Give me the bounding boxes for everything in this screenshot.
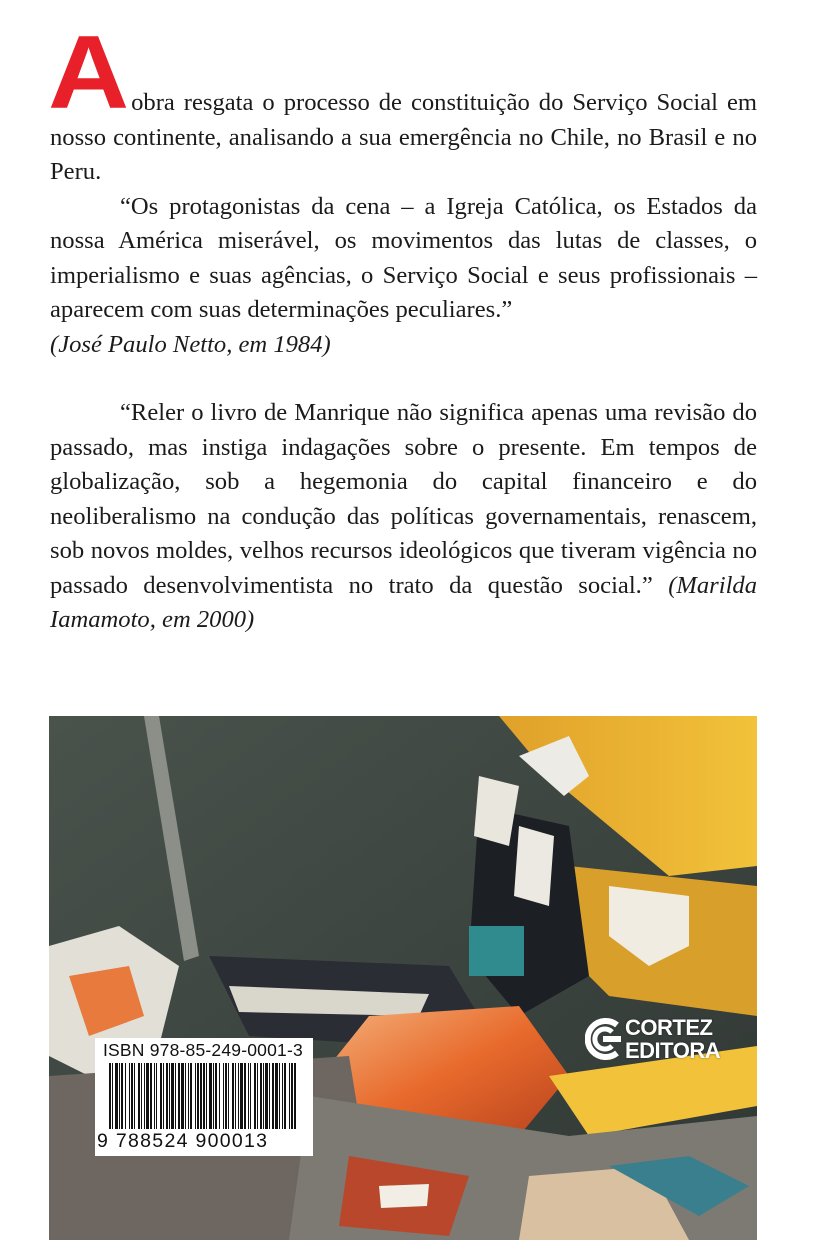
barcode-bar [275,1063,278,1129]
barcode-bar [109,1063,111,1129]
barcode-bar [250,1063,251,1129]
barcode-bar [223,1063,224,1129]
drop-cap: A [48,15,127,131]
drop-cap-spacer [50,34,757,86]
barcode-bar [254,1063,256,1129]
barcode-bar [169,1063,170,1129]
barcode-bar [279,1063,280,1129]
barcode-bar [200,1063,202,1129]
barcode-bar [289,1063,290,1129]
barcode-bar [225,1063,227,1129]
barcode-bar [156,1063,157,1129]
isbn-label: ISBN 978-85-249-0001-3 [103,1040,303,1060]
barcode-bar [160,1063,162,1129]
barcode-bar [185,1063,186,1129]
barcode-bar [112,1063,113,1129]
barcode-bar [115,1063,118,1129]
quote-iamamoto [50,396,757,638]
barcode-bar [206,1063,207,1129]
barcode-bar [144,1063,145,1129]
barcode-bar [146,1063,149,1129]
teal-patch [469,926,524,976]
barcode-bar [269,1063,270,1129]
collage-illustration [49,716,757,1240]
barcode-bar [209,1063,212,1129]
barcode-bar [213,1063,214,1129]
barcode-bar [131,1063,133,1129]
publisher-name-line2: EDITORA [625,1038,721,1063]
back-cover-text [48,15,757,638]
barcode-bar [294,1063,296,1129]
barcode-bar [232,1063,234,1129]
barcode-bar [190,1063,192,1129]
barcode-bar [284,1063,286,1129]
barcode-bar [228,1063,229,1129]
quote-netto [50,190,757,363]
barcode-bar [203,1063,205,1129]
barcode-bar [215,1063,217,1129]
barcode-bar [263,1063,264,1129]
barcode-bar [163,1063,164,1129]
barcode-bar [188,1063,189,1129]
collage-artwork [49,716,757,1240]
barcode-bar [197,1063,199,1129]
barcode-bar [119,1063,120,1129]
paragraph-gap [50,362,757,396]
barcode-bar [219,1063,220,1129]
barcode-bar [291,1063,293,1129]
cortez-c-icon [585,1017,623,1061]
barcode-bar [171,1063,174,1129]
barcode-bar [248,1063,249,1129]
barcode-bar [240,1063,243,1129]
barcode-bar [121,1063,123,1129]
barcode-bar [134,1063,135,1129]
publisher-logo [585,1015,745,1065]
quote-netto-text: “Os protagonistas da cena – a Igreja Católica, os Estados da nossa América miserável, os movimentos das lutas de classes, o imperialismo e suas agências, o Serviço Social e seus profissionais – aparecem com suas determinações peculiares.” [50,192,757,323]
barcode-bar [150,1063,152,1129]
isbn-barcode [95,1038,313,1156]
citation-iamamoto: (Marilda Iamamoto, em 2000) [50,571,757,633]
barcode-bar [265,1063,268,1129]
quote-iamamoto-text: “Reler o livro de Manrique não significa apenas uma revisão do passado, mas instiga indagações sobre o presente. Em tempos de globalização, sob a hegemonia do capital financeiro e do neoliberalismo na condução das políticas governamentais, renascem, sob novos moldes, velhos recursos ideológicos que tiveram vigência no passado desenvolvimentista no trato da questão social.” [50,399,757,599]
barcode-bar [178,1063,180,1129]
barcode-bar [238,1063,239,1129]
barcode-bar [125,1063,126,1129]
barcode-bars [109,1063,299,1129]
barcode-bar [272,1063,274,1129]
barcode-bar [257,1063,258,1129]
barcode-bar [175,1063,176,1129]
barcode-bar [260,1063,262,1129]
barcode-bar [181,1063,184,1129]
barcode-digits: 9 788524 900013 [97,1130,269,1152]
barcode-bar [129,1063,130,1129]
barcode-bar [154,1063,155,1129]
barcode-bar [141,1063,142,1129]
barcode-bar [195,1063,196,1129]
intro-paragraph: obra resgata o processo de constituição do Serviço Social em nosso continente, analisando a sua emergência no Chile, no Brasil e no Peru. [50,89,757,185]
barcode-bar [282,1063,283,1129]
citation-netto: (José Paulo Netto, em 1984) [50,330,331,358]
barcode-bar [138,1063,140,1129]
barcode-bar [244,1063,246,1129]
barcode-bar [166,1063,168,1129]
publisher-name-line1: CORTEZ [625,1015,713,1040]
barcode-bar [235,1063,236,1129]
